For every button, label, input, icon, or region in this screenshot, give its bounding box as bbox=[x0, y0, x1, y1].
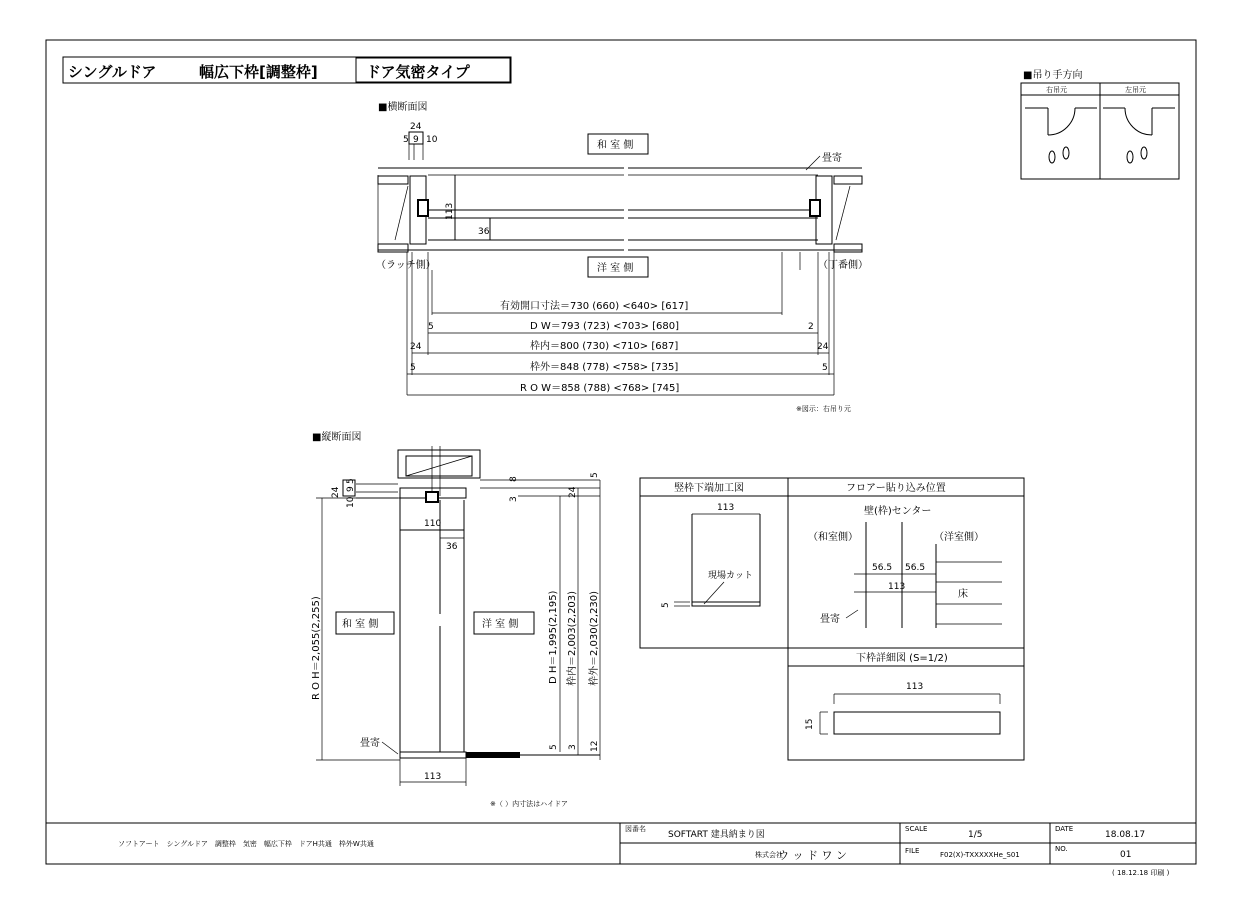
tb-date-label: DATE bbox=[1055, 825, 1074, 833]
v-note: ※（ ）内寸法はハイドア bbox=[490, 800, 568, 808]
tb-scale-value: 1/5 bbox=[968, 830, 983, 840]
h-dim-10: 10 bbox=[426, 135, 438, 145]
tb-name-value: SOFTART 建具納まり図 bbox=[668, 830, 765, 840]
title-part1: シングルドア bbox=[68, 63, 157, 81]
hinge-side-label: （丁番側） bbox=[818, 260, 868, 271]
fi-left-24: 24 bbox=[410, 342, 422, 352]
h-wash-side-label: 和 室 側 bbox=[597, 140, 634, 151]
h-dim-24: 24 bbox=[410, 122, 422, 132]
title-part2: 幅広下枠[調整枠] bbox=[199, 63, 318, 81]
title-box bbox=[63, 57, 511, 83]
tb-date-value: 18.08.17 bbox=[1105, 830, 1146, 840]
frame-outer-dimension: 枠外＝848 (778) <758> [735] bbox=[530, 362, 679, 373]
site-cut-label: 現場カット bbox=[708, 571, 753, 581]
hinge-left-label: 左吊元 bbox=[1125, 86, 1146, 94]
tb-name-label: 図番名 bbox=[625, 825, 646, 833]
v-dim-5: 5 bbox=[346, 478, 356, 484]
h-dim-36: 36 bbox=[478, 227, 490, 237]
h-note: ※図示：右吊り元 bbox=[796, 405, 851, 413]
v-western-side-label: 洋 室 側 bbox=[482, 619, 519, 630]
v-dim-9: 9 bbox=[346, 486, 356, 492]
title-block bbox=[46, 823, 1196, 877]
v-dim-110: 110 bbox=[424, 519, 442, 529]
tb-description: ソフトアート シングルドア 調整枠 気密 幅広下枠 ドアH共通 枠外W共通 bbox=[118, 840, 374, 848]
v-frame-outer: 枠外＝2,030(2,230) bbox=[589, 590, 600, 686]
v-dim-113: 113 bbox=[424, 772, 442, 782]
v-dh: D H＝1,995(2,195) bbox=[548, 590, 559, 684]
horizontal-section bbox=[376, 100, 868, 413]
fl-floor-label: 床 bbox=[958, 589, 968, 600]
tb-scale-label: SCALE bbox=[905, 825, 928, 833]
v-tatami-label: 畳寄 bbox=[360, 738, 380, 749]
h-tatami-label: 畳寄 bbox=[822, 153, 842, 164]
v-dim-24-top: 24 bbox=[568, 486, 578, 498]
tb-file-label: FILE bbox=[905, 847, 920, 855]
v-frame-inner: 枠内＝2,003(2,203) bbox=[567, 590, 578, 686]
fl-right-val: 56.5 bbox=[905, 563, 926, 573]
tb-no-label: NO. bbox=[1055, 845, 1068, 853]
dw-right-2: 2 bbox=[808, 322, 814, 332]
frame-inner-dimension: 枠内＝800 (730) <710> [687] bbox=[530, 341, 679, 352]
v-dim-24: 24 bbox=[331, 486, 341, 498]
lower-frame-title: 下枠詳細図 (S=1/2) bbox=[856, 653, 948, 664]
hinge-direction-box bbox=[1021, 68, 1179, 179]
tb-company-label: 株式会社 bbox=[755, 851, 783, 859]
horizontal-section-title: ■横断面図 bbox=[378, 102, 428, 113]
flooring-title: フロアー貼り込み位置 bbox=[846, 483, 946, 494]
lf-dim-113: 113 bbox=[906, 682, 924, 692]
v-wash-side-label: 和 室 側 bbox=[342, 619, 379, 630]
wall-center-label: 壁(枠)センター bbox=[864, 506, 932, 517]
proc-dim-113: 113 bbox=[717, 503, 735, 513]
dw-dimension: D W＝793 (723) <703> [680] bbox=[530, 321, 680, 332]
h-dim-113: 113 bbox=[445, 202, 455, 220]
fl-western-label: （洋室側） bbox=[934, 532, 984, 543]
v-roh: R O H＝2,055(2,255) bbox=[311, 596, 322, 700]
v-dim-36: 36 bbox=[446, 542, 458, 552]
lf-dim-15: 15 bbox=[805, 718, 815, 730]
fl-total: 113 bbox=[888, 582, 906, 592]
v-dim-12-bottom: 12 bbox=[590, 740, 600, 752]
fl-left-val: 56.5 bbox=[872, 563, 893, 573]
v-dim-8: 8 bbox=[509, 476, 519, 482]
h-western-side-label: 洋 室 側 bbox=[597, 263, 634, 274]
fl-tatami-label: 畳寄 bbox=[820, 614, 840, 625]
vertical-section-title: ■縦断面図 bbox=[312, 432, 362, 443]
hinge-direction-title: ■吊り手方向 bbox=[1023, 70, 1083, 81]
proc-dim-5: 5 bbox=[661, 602, 671, 608]
v-dim-3: 3 bbox=[509, 496, 519, 502]
row-dimension: R O W＝858 (788) <768> [745] bbox=[520, 383, 680, 394]
h-dim-5: 5 bbox=[403, 135, 409, 145]
v-dim-3-bottom: 3 bbox=[568, 744, 578, 750]
dw-left-5: 5 bbox=[428, 322, 434, 332]
detail-panels bbox=[640, 478, 1024, 760]
fl-wash-label: （和室側） bbox=[808, 532, 858, 543]
fi-right-24: 24 bbox=[817, 342, 829, 352]
hinge-right-label: 右吊元 bbox=[1046, 86, 1067, 94]
v-dim-5-top: 5 bbox=[590, 472, 600, 478]
h-dim-9: 9 bbox=[413, 135, 419, 145]
title-part3: ドア気密タイプ bbox=[366, 63, 470, 81]
tb-company-value: ウ ッ ド ワ ン bbox=[778, 849, 847, 862]
vertical-section bbox=[311, 430, 600, 808]
tb-print: ( 18.12.18 印刷 ) bbox=[1112, 869, 1170, 877]
opening-dimension: 有効開口寸法＝730 (660) <640> [617] bbox=[500, 301, 689, 312]
tb-no-value: 01 bbox=[1120, 850, 1132, 860]
tb-file-value: F02(X)-TXXXXXHe_S01 bbox=[940, 851, 1020, 859]
latch-side-label: （ラッチ側） bbox=[376, 260, 436, 271]
fo-right-5: 5 bbox=[822, 363, 828, 373]
v-dim-10: 10 bbox=[346, 496, 356, 508]
v-dim-5-bottom: 5 bbox=[549, 744, 559, 750]
fo-left-5: 5 bbox=[410, 363, 416, 373]
processing-title: 竪枠下端加工図 bbox=[674, 483, 744, 494]
